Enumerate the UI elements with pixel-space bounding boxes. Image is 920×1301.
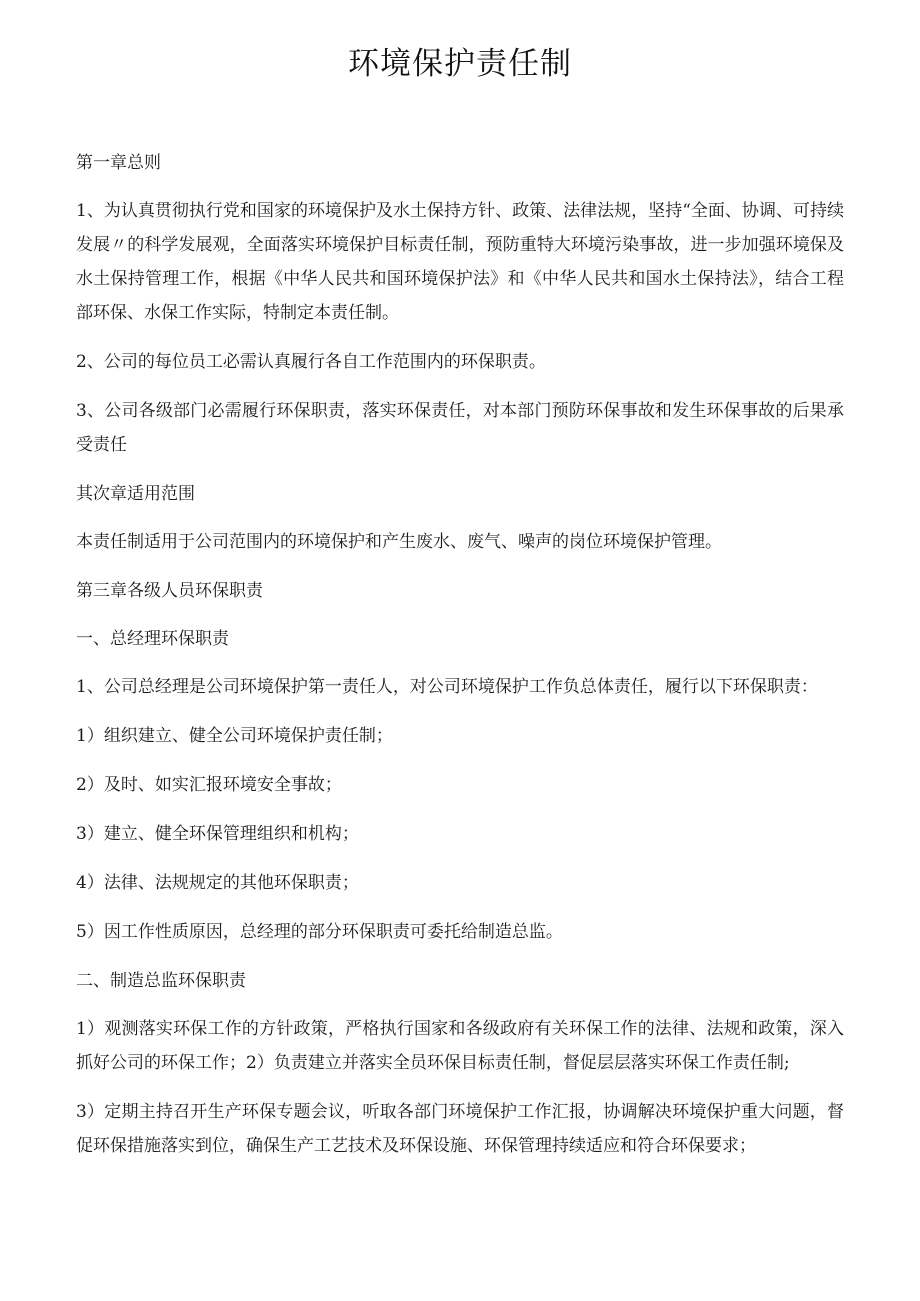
list-item: 1）组织建立、健全公司环境保护责任制； bbox=[76, 726, 393, 746]
paragraph: 1）观测落实环保工作的方针政策，严格执行国家和各级政府有关环保工作的法律、法规和政策，深入抓好公司的环保工作；2）负责建立并落实全员环保目标责任制，督促层层落实环保工作责任制; bbox=[76, 1019, 844, 1073]
list-item: 5）因工作性质原因，总经理的部分环保职责可委托给制造总监。 bbox=[76, 922, 563, 942]
paragraph: 3、公司各级部门必需履行环保职责，落实环保责任，对本部门预防环保事故和发生环保事故的后果承受责任 bbox=[76, 401, 844, 455]
list-item: 3）建立、健全环保管理组织和机构； bbox=[76, 824, 359, 844]
chapter-heading: 第一章总则 bbox=[76, 153, 161, 173]
paragraph: 3）定期主持召开生产环保专题会议，听取各部门环境保护工作汇报，协调解决环境保护重大问题，督促环保措施落实到位，确保生产工艺技术及环保设施、环保管理持续适应和符合环保要求； bbox=[76, 1102, 844, 1156]
document-title: 环境保护责任制 bbox=[348, 46, 572, 82]
paragraph: 本责任制适用于公司范围内的环境保护和产生废水、废气、噪声的岗位环境保护管理。 bbox=[76, 532, 722, 552]
chapter-heading: 其次章适用范围 bbox=[76, 484, 195, 504]
list-item: 2）及时、如实汇报环境安全事故； bbox=[76, 775, 342, 795]
paragraph: 1、为认真贯彻执行党和国家的环境保护及水土保持方针、政策、法律法规，坚持“全面、协调、可持续发展〃的科学发展观，全面落实环境保护目标责任制，预防重特大环境污染事故，进一步加强环境保及水土保持管理工作，根据《中华人民共和国环境保护法》和《中华人民共和国水土保持法》，结合工程部环保、水保工作实际，特制定本责任制。 bbox=[76, 201, 844, 323]
chapter-heading: 第三章各级人员环保职责 bbox=[76, 581, 263, 601]
list-item: 4）法律、法规规定的其他环保职责； bbox=[76, 873, 359, 893]
section-heading: 二、制造总监环保职责 bbox=[76, 971, 246, 991]
section-heading: 一、总经理环保职责 bbox=[76, 629, 229, 649]
document-body bbox=[76, 146, 844, 1178]
paragraph: 2、公司的每位员工必需认真履行各自工作范围内的环保职责。 bbox=[76, 352, 546, 372]
paragraph: 1、公司总经理是公司环境保护第一责任人，对公司环境保护工作负总体责任，履行以下环保职责： bbox=[76, 677, 818, 697]
